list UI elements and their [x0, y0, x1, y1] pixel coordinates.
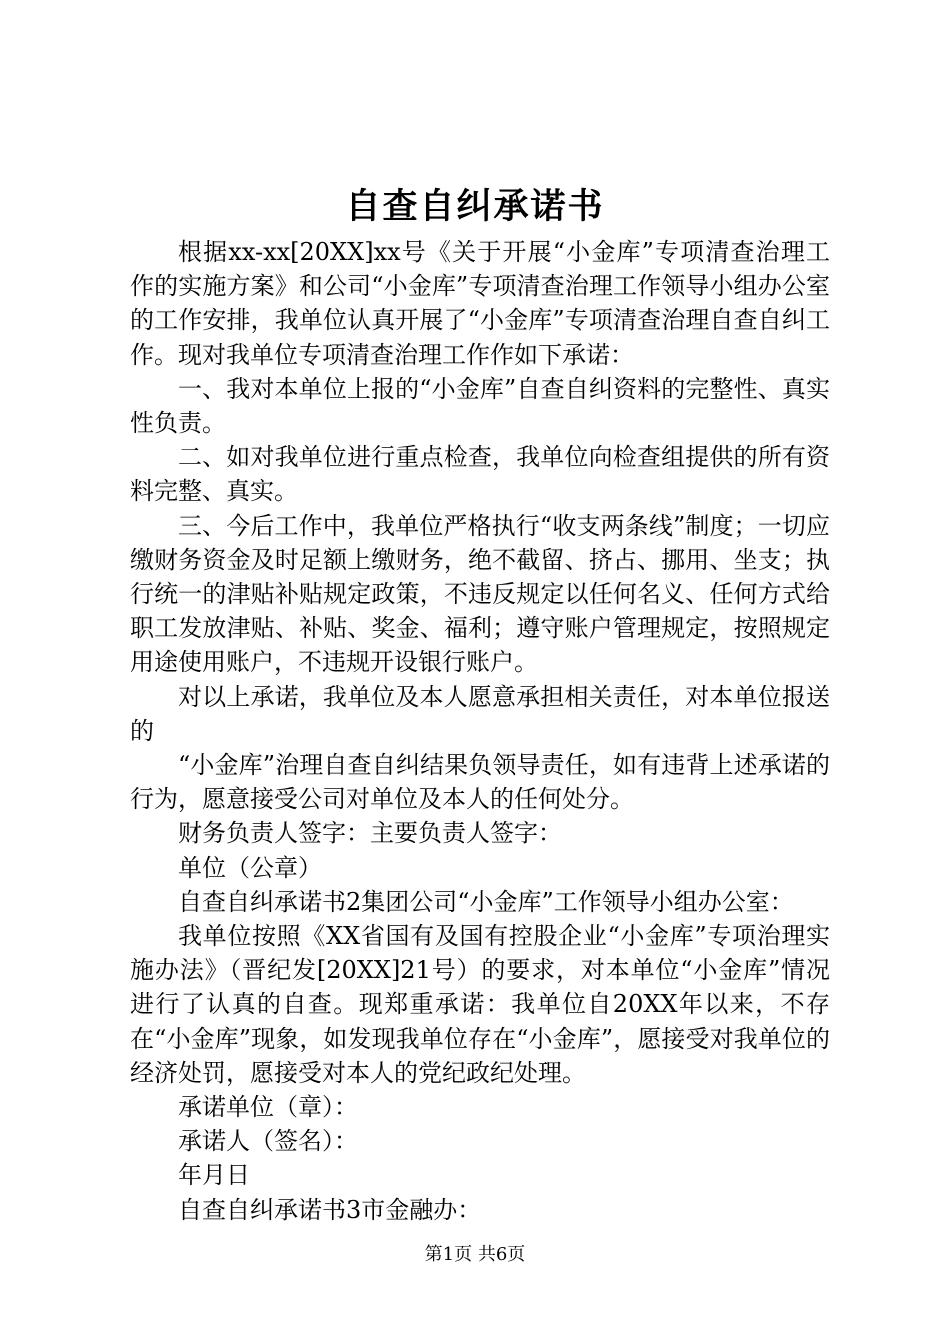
paragraph: “小金库”治理自查自纠结果负领导责任，如有违背上述承诺的行为，愿意接受公司对单位及本人的任何处分。 [130, 751, 830, 814]
pledger-signature-line: 承诺人（签名）： [178, 1127, 358, 1156]
paragraph: 三、今后工作中，我单位严格执行“收支两条线”制度；一切应缴财务资金及时足额上缴财务，绝不截留、挤占、挪用、坐支；执行统一的津贴补贴规定政策，不违反规定以任何名义、任何方式给职工发放津贴、补贴、奖金、福利；遵守账户管理规定，按照规定用途使用账户，不违规开设银行账户。 [130, 511, 830, 677]
document-title: 自查自纠承诺书 [345, 186, 605, 227]
signature-line: 财务负责人签字：主要负责人签字： [178, 819, 562, 848]
paragraph: 对以上承诺，我单位及本人愿意承担相关责任，对本单位报送的 [130, 682, 830, 745]
paragraph: 自查自纠承诺书2集团公司“小金库”工作领导小组办公室： [178, 887, 794, 916]
paragraph: 我单位按照《XX省国有及国有控股企业“小金库”专项治理实施办法》（晋纪发[20XX]21号）的要求，对本单位“小金库”情况进行了认真的自查。现郑重承诺：我单位自20XX年以来，不存在“小金库”现象，如发现我单位存在“小金库”，愿接受对我单位的经济处罚，愿接受对本人的党纪政纪处理。 [130, 922, 830, 1087]
paragraph: 根据xx-xx[20XX]xx号《关于开展“小金库”专项清查治理工作的实施方案》和公司“小金库”专项清查治理工作领导小组办公室的工作安排，我单位认真开展了“小金库”专项清查治理自查自纠工作。现对我单位专项清查治理工作作如下承诺： [130, 238, 830, 369]
paragraph: 一、我对本单位上报的“小金库”自查自纠资料的完整性、真实性负责。 [130, 374, 830, 438]
unit-seal-line: 单位（公章） [178, 853, 322, 882]
page-footer: 第1页 共6页 [424, 1244, 526, 1265]
date-line: 年月日 [178, 1161, 250, 1190]
pledge-unit-line: 承诺单位（章）： [178, 1093, 358, 1122]
document-body [130, 235, 830, 1227]
paragraph: 二、如对我单位进行重点检查，我单位向检查组提供的所有资料完整、真实。 [130, 443, 830, 506]
paragraph: 自查自纠承诺书3市金融办： [178, 1195, 482, 1224]
